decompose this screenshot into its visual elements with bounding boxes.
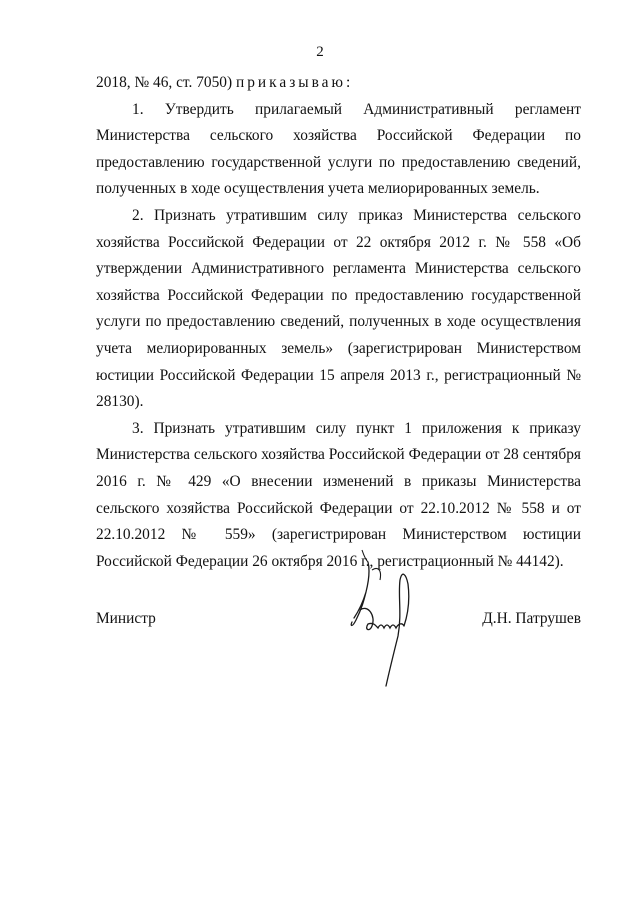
signatory-position: Министр bbox=[96, 610, 156, 627]
intro-command: приказываю: bbox=[235, 74, 354, 91]
signatory-name: Д.Н. Патрушев bbox=[482, 610, 581, 627]
order-item-2: 2. Признать утратившим силу приказ Министерства сельского хозяйства Российской Федерации от 22 октября 2012 г. № 558 «Об утверждении Административного регламента Министерства сельского хозяйства Российской Федерации по предоставлению государственной услуги по предоставлению сведений, полученных в ходе осуществления учета мелиорированных земель» (зарегистрирован Министерством юстиции Российской Федерации 15 апреля 2013 г., регистрационный № 28130). bbox=[96, 206, 581, 411]
handwritten-signature-icon bbox=[338, 540, 428, 690]
order-item-1: 1. Утвердить прилагаемый Административный регламент Министерства сельского хозяйства Российской Федерации по предоставлению государственной услуги по предоставлению сведений, полученных в ходе осуществления учета мелиорированных земель. bbox=[96, 100, 581, 198]
intro-line bbox=[96, 70, 581, 97]
page-number: 2 bbox=[316, 44, 324, 60]
order-item-3: 3. Признать утратившим силу пункт 1 приложения к приказу Министерства сельского хозяйства Российской Федерации от 28 сентября 2016 г. № 429 «О внесении изменений в приказы Министерства сельского хозяйства Российской Федерации от 22.10.2012 № 558 и от 22.10.2012 № 559» (зарегистрирован Министерством юстиции Российской Федерации 26 октября 2016 г., регистрационный № 44142). bbox=[96, 419, 581, 570]
intro-reference: 2018, № 46, ст. 7050) bbox=[96, 74, 236, 91]
document-body bbox=[96, 70, 581, 575]
